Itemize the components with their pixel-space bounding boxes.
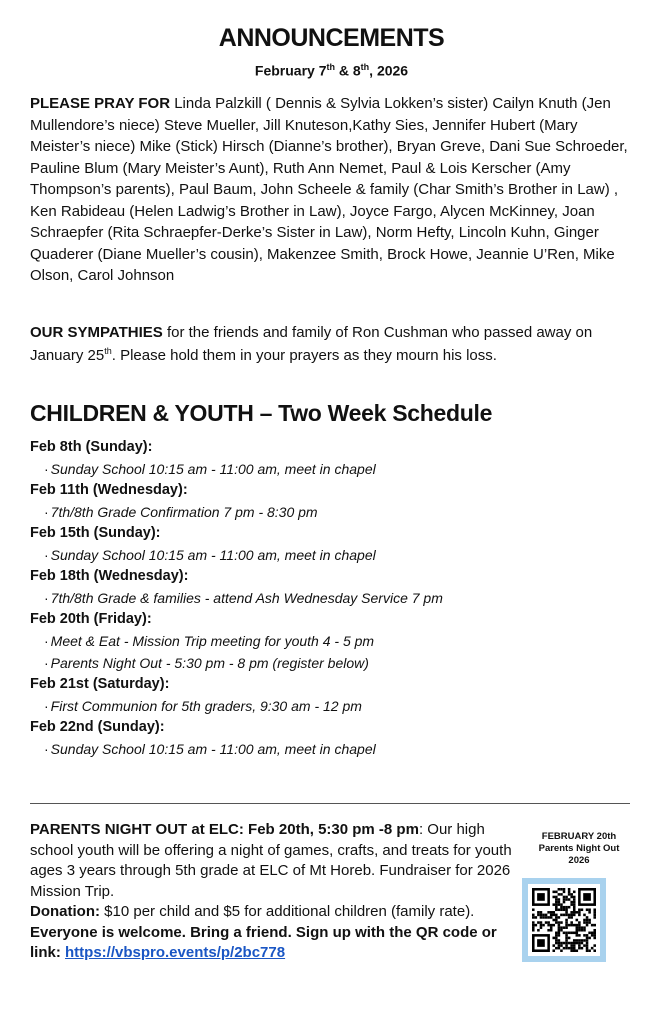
schedule-day: Feb 15th (Sunday): <box>30 525 161 541</box>
schedule-event: · First Communion for 5th graders, 9:30 am - 12 pm <box>44 698 362 714</box>
schedule-day: Feb 21st (Saturday): <box>30 676 170 692</box>
schedule-event: · Sunday School 10:15 am - 11:00 am, meet in chapel <box>44 741 376 757</box>
qr-code-inner <box>528 884 600 956</box>
prayer-list <box>30 93 630 287</box>
schedule-list <box>30 437 630 760</box>
prayer-label: PLEASE PRAY FOR <box>30 95 171 112</box>
donation-label: Donation: <box>30 903 100 920</box>
schedule-event: · 7th/8th Grade Confirmation 7 pm - 8:30 pm <box>44 504 318 520</box>
announcement-date: February 7th & 8th, 2026 <box>254 62 409 79</box>
schedule-event: · Parents Night Out - 5:30 pm - 8 pm (register below) <box>44 655 369 671</box>
parents-night-section: PARENTS NIGHT OUT at ELC: Feb 20th, 5:30 pm -8 pm: Our high school youth will be offering a night of games, crafts, and treats for youth ages 3 years through 5th grade at ELC of Mt Horeb. Fundraiser for 2026 Mission Trip. Donation: $10 per child and $5 for additional children (family rate). Everyone is welcome. Bring a friend. Sign up with the QR code or link: https://vbspro.events/p/2bc778 <box>30 821 512 961</box>
qr-caption: FEBRUARY 20th Parents Night Out 2026 <box>538 831 620 866</box>
schedule-day: Feb 11th (Wednesday): <box>30 482 188 498</box>
section-divider <box>30 803 630 804</box>
schedule-event: · Meet & Eat - Mission Trip meeting for youth 4 - 5 pm <box>44 633 375 649</box>
parents-night-body: Our high school youth will be offering a night of games, crafts, and treats for youth ages 3 years through 5th grade at ELC of Mt Horeb. Fundraiser for 2026 Mission Trip. <box>30 821 512 900</box>
schedule-event: · 7th/8th Grade & families - attend Ash Wednesday Service 7 pm <box>44 590 443 606</box>
sympathies: OUR SYMPATHIES for the friends and family of Ron Cushman who passed away on January 25th. Please hold them in your prayers as they mourn his loss. <box>30 324 593 364</box>
schedule-event: · Sunday School 10:15 am - 11:00 am, meet in chapel <box>44 547 376 563</box>
qr-code-icon <box>532 888 596 952</box>
sympathies-label: OUR SYMPATHIES <box>30 324 163 341</box>
schedule-day: Feb 18th (Wednesday): <box>30 568 189 584</box>
parents-night-heading: PARENTS NIGHT OUT at ELC: Feb 20th, 5:30 pm -8 pm <box>30 821 419 838</box>
schedule-day: Feb 8th (Sunday): <box>30 439 153 455</box>
signup-link[interactable]: https://vbspro.events/p/2bc778 <box>65 944 286 961</box>
schedule-event: · Sunday School 10:15 am - 11:00 am, meet in chapel <box>44 461 376 477</box>
welcome-text: Everyone is welcome. Bring a friend. Sign up with the QR code or link: <box>30 923 497 961</box>
page-title: ANNOUNCEMENTS <box>218 24 445 52</box>
schedule-day: Feb 22nd (Sunday): <box>30 719 165 735</box>
schedule-day: Feb 20th (Friday): <box>30 611 152 627</box>
prayer-names: Linda Palzkill ( Dennis & Sylvia Lokken’s sister) Cailyn Knuth (Jen Mullendore’s niece) Steve Mueller, Jill Knuteson,Kathy Sies, Jennifer Hubert (Mary Meister’s niece) Mike (Stick) Hirsch (Dianne’s brother), Bryan Greve, Dani Sue Schroeder, Pauline Blum (Mary Meister’s Aunt), Ruth Ann Nemet, Paul & Lois Kerscher (Amy Thompson’s parents), Paul Baum, John Scheele & family (Char Smith’s Brother in Law) , Ken Rabideau (Helen Ladwig’s Brother in Law), Joyce Fargo, Alycen McKinney, Joan Schraepfer (Rita Schraepfer-Derke’s Sister in Law), Norm Hefty, Lincoln Kuhn, Ginger Quaderer (Diane Mueller’s cousin), Makenzee Smith, Brock Howe, Jeannie U’Ren, Mike Olson, Carol Johnson <box>30 95 628 284</box>
schedule-title: CHILDREN & YOUTH – Two Week Schedule <box>30 400 493 426</box>
qr-code[interactable] <box>522 878 606 962</box>
